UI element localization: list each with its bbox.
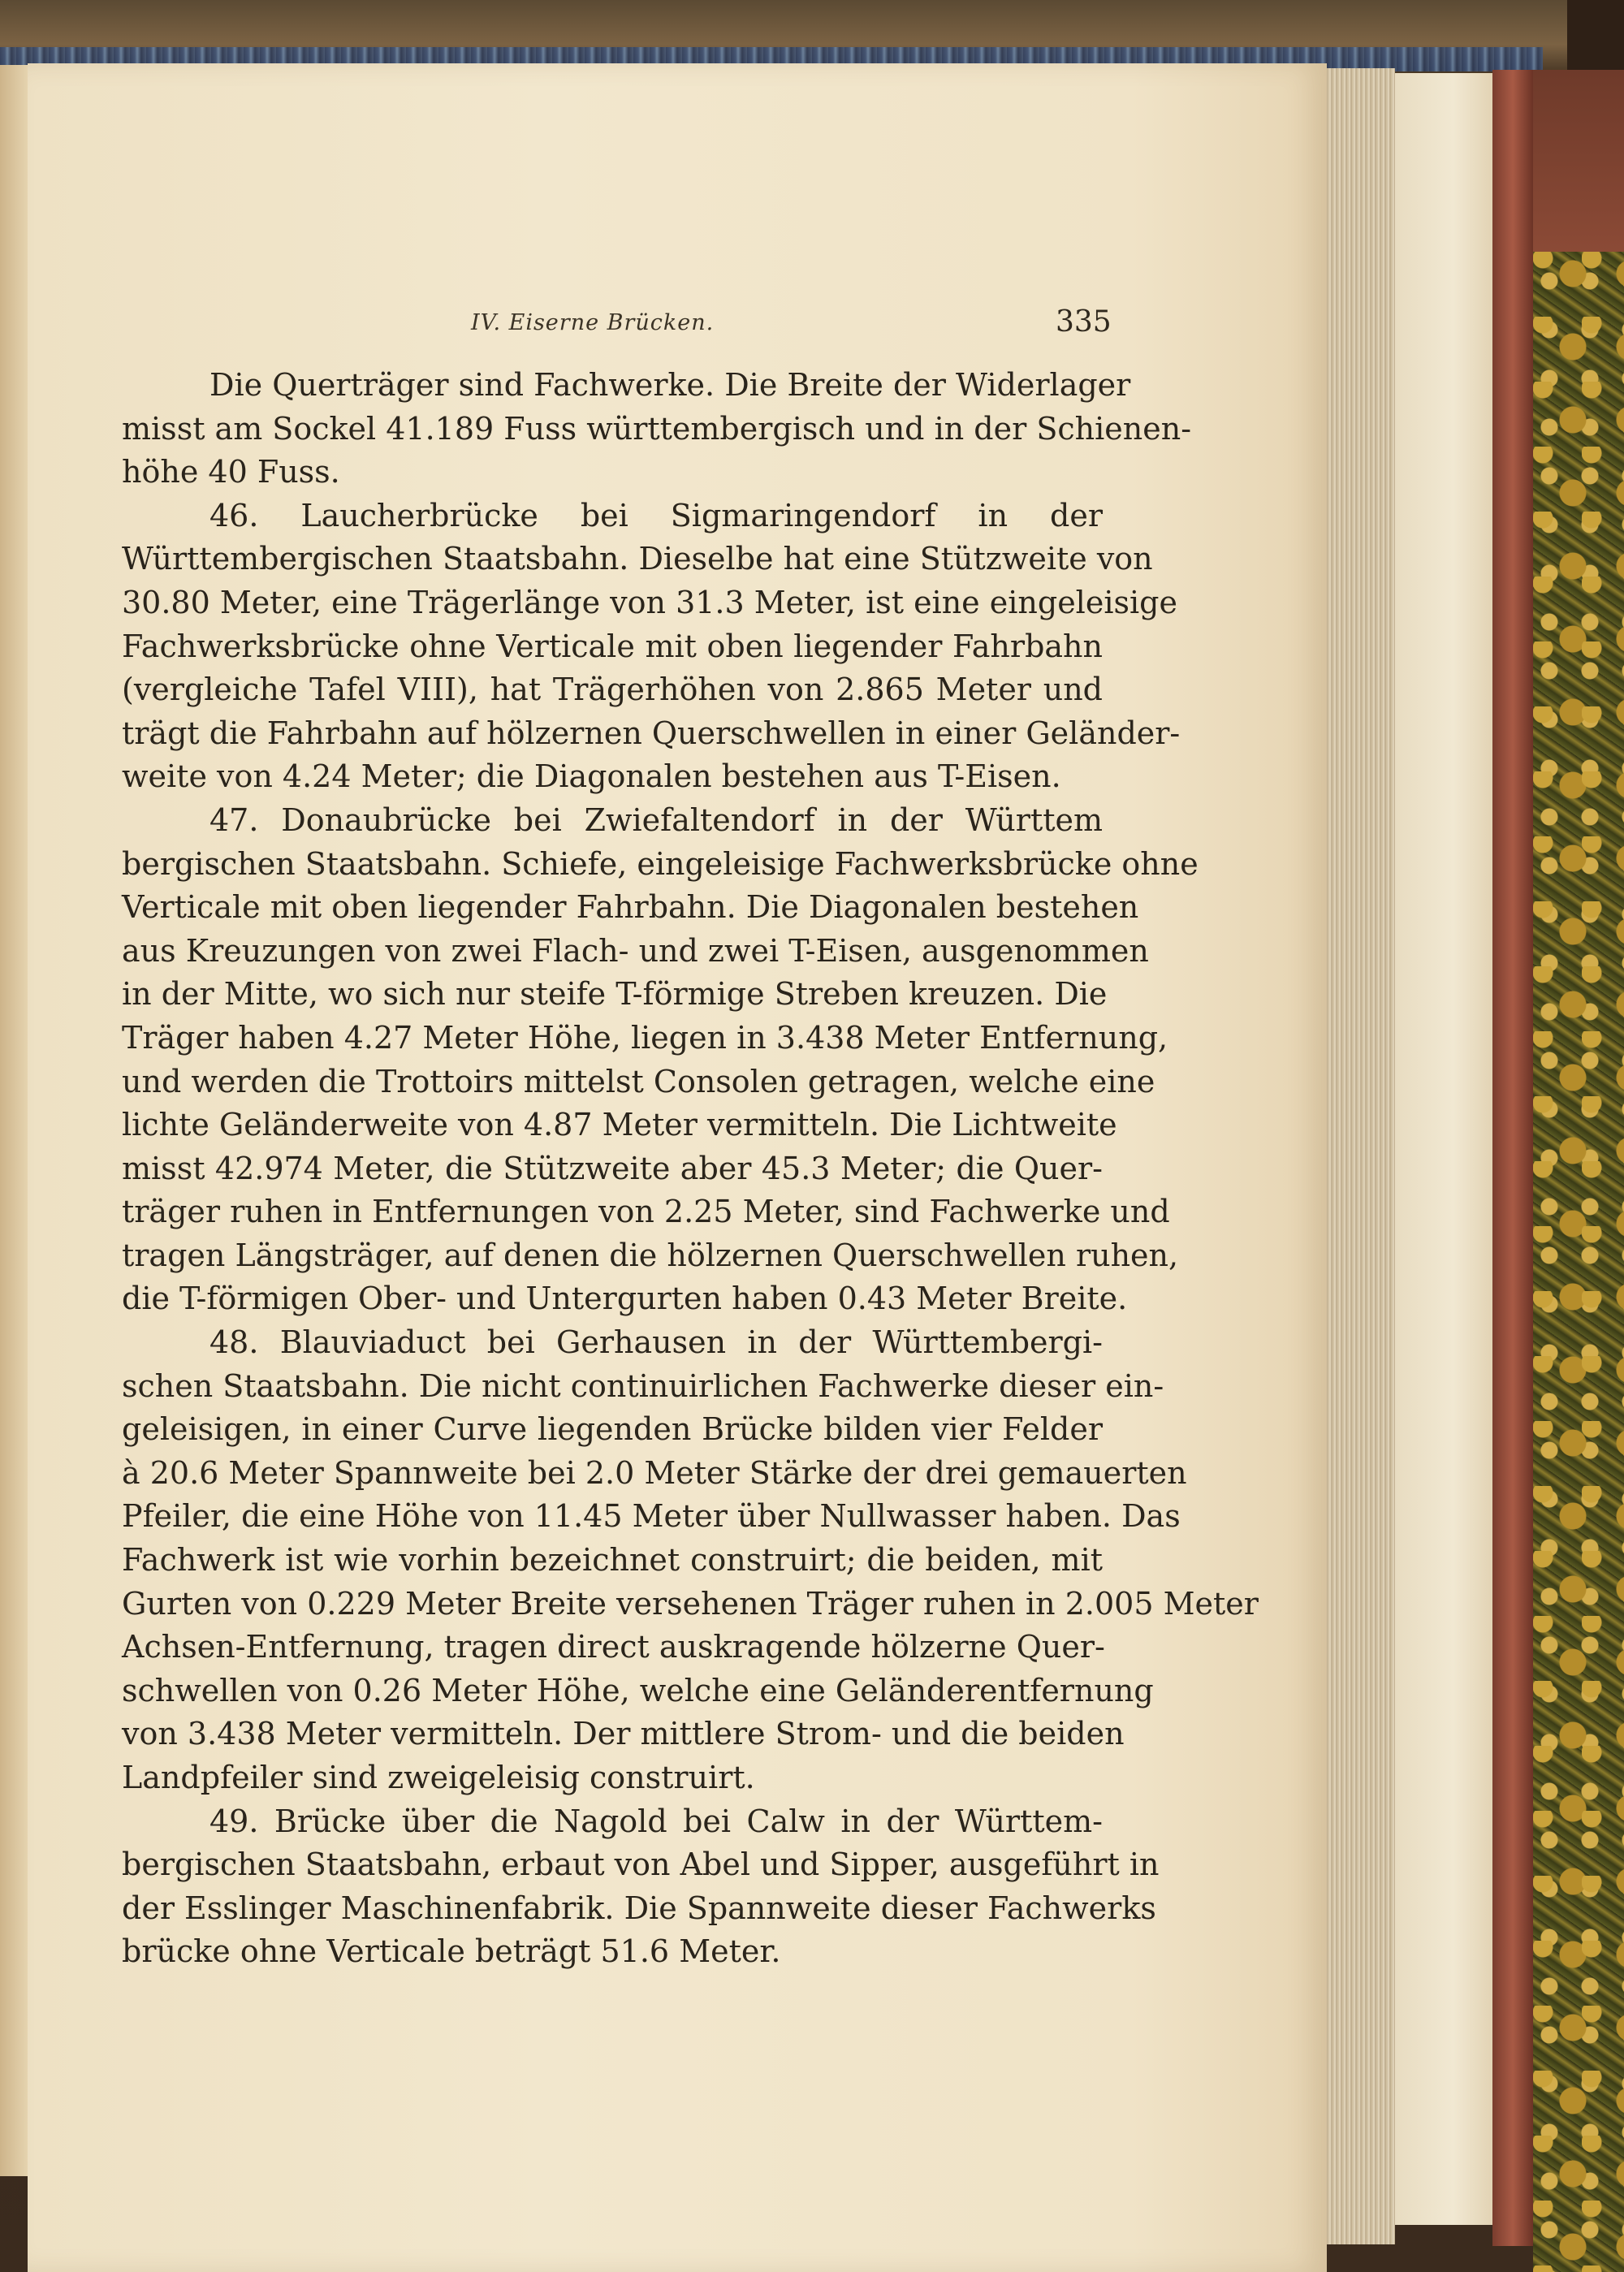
previous-page-edge [0,65,28,2176]
book-cover-right-edge [1492,70,1533,2246]
text-line: bergischen Staatsbahn. Schiefe, eingeleisige Fachwerksbrücke ohne [122,845,1199,882]
text-line: geleisigen, in einer Curve liegenden Brücke bilden vier Felder [122,1411,1103,1448]
text-line: weite von 4.24 Meter; die Diagonalen bestehen aus T-Eisen. [122,758,1061,795]
text-line: Fachwerk ist wie vorhin bezeichnet construirt; die beiden, mit [122,1542,1103,1579]
text-line: die T-förmigen Ober- und Untergurten haben 0.43 Meter Breite. [122,1281,1128,1317]
text-line: Pfeiler, die eine Höhe von 11.45 Meter über Nullwasser haben. Das [122,1498,1181,1535]
text-line: brücke ohne Verticale beträgt 51.6 Meter. [122,1933,781,1970]
text-line: Träger haben 4.27 Meter Höhe, liegen in 3.438 Meter Entfernung, [122,1019,1168,1056]
text-line: Verticale mit oben liegender Fahrbahn. Die Diagonalen bestehen [122,889,1139,926]
text-line: Achsen-Entfernung, tragen direct auskragende hölzerne Quer- [122,1629,1105,1665]
text-line: aus Kreuzungen von zwei Flach- und zwei T-Eisen, ausgenommen [122,932,1149,969]
text-line: 47. Donaubrücke bei Zwiefaltendorf in der Württem [209,801,1103,838]
text-line: Landpfeiler sind zweigeleisig construirt. [122,1760,755,1795]
text-line: à 20.6 Meter Spannweite bei 2.0 Meter Stärke der drei gemauerten [122,1454,1187,1491]
text-line: der Esslinger Maschinenfabrik. Die Spannweite dieser Fachwerks [122,1890,1156,1926]
text-line: Gurten von 0.229 Meter Breite versehenen Träger ruhen in 2.005 Meter [122,1585,1259,1622]
book-cover-corner [1533,70,1624,252]
body-text [122,364,1259,1974]
next-pages-block [1395,73,1492,2225]
text-line: trägt die Fahrbahn auf hölzernen Querschwellen in einer Geländer- [122,715,1181,751]
text-line: träger ruhen in Entfernungen von 2.25 Meter, sind Fachwerke und [122,1194,1170,1230]
page-number: 335 [1056,305,1112,339]
text-line: und werden die Trottoirs mittelst Consolen getragen, welche eine [122,1063,1155,1099]
marbled-endpaper [1533,252,1624,2272]
text-line: höhe 40 Fuss. [122,454,340,490]
text-line: 30.80 Meter, eine Trägerlänge von 31.3 Meter, ist eine eingeleisige [122,584,1177,620]
text-line: von 3.438 Meter vermitteln. Der mittlere Strom- und die beiden [122,1716,1125,1752]
text-line: 49. Brücke über die Nagold bei Calw in der Württem- [209,1803,1103,1839]
text-line: Württembergischen Staatsbahn. Dieselbe hat eine Stützweite von [122,541,1153,577]
text-line: misst 42.974 Meter, die Stützweite aber 45.3 Meter; die Quer- [122,1150,1103,1186]
running-header-title: IV. Eiserne Brücken. [471,310,715,335]
page-stack-edges [1324,68,1395,2244]
text-line: bergischen Staatsbahn, erbaut von Abel und Sipper, ausgeführt in [122,1847,1160,1883]
text-line: 48. Blauviaduct bei Gerhausen in der Württembergi- [209,1324,1103,1361]
text-line: in der Mitte, wo sich nur steife T-förmige Streben kreuzen. Die [122,976,1108,1013]
text-line: schwellen von 0.26 Meter Höhe, welche eine Geländerentfernung [122,1672,1154,1708]
text-line: schen Staatsbahn. Die nicht continuirlichen Fachwerke dieser ein- [122,1367,1164,1404]
text-line: Die Querträger sind Fachwerke. Die Breite der Widerlager [209,367,1131,403]
text-line: 46. Laucherbrücke bei Sigmaringendorf in der [209,497,1103,533]
text-line: (vergleiche Tafel VIII), hat Trägerhöhen von 2.865 Meter und [122,672,1103,708]
text-line: Fachwerksbrücke ohne Verticale mit oben liegender Fahrbahn [122,628,1103,664]
text-line: misst am Sockel 41.189 Fuss württembergisch und in der Schienen- [122,410,1192,447]
text-line: tragen Längsträger, auf denen die hölzernen Querschwellen ruhen, [122,1237,1179,1273]
text-line: lichte Geländerweite von 4.87 Meter vermitteln. Die Lichtweite [122,1107,1117,1143]
